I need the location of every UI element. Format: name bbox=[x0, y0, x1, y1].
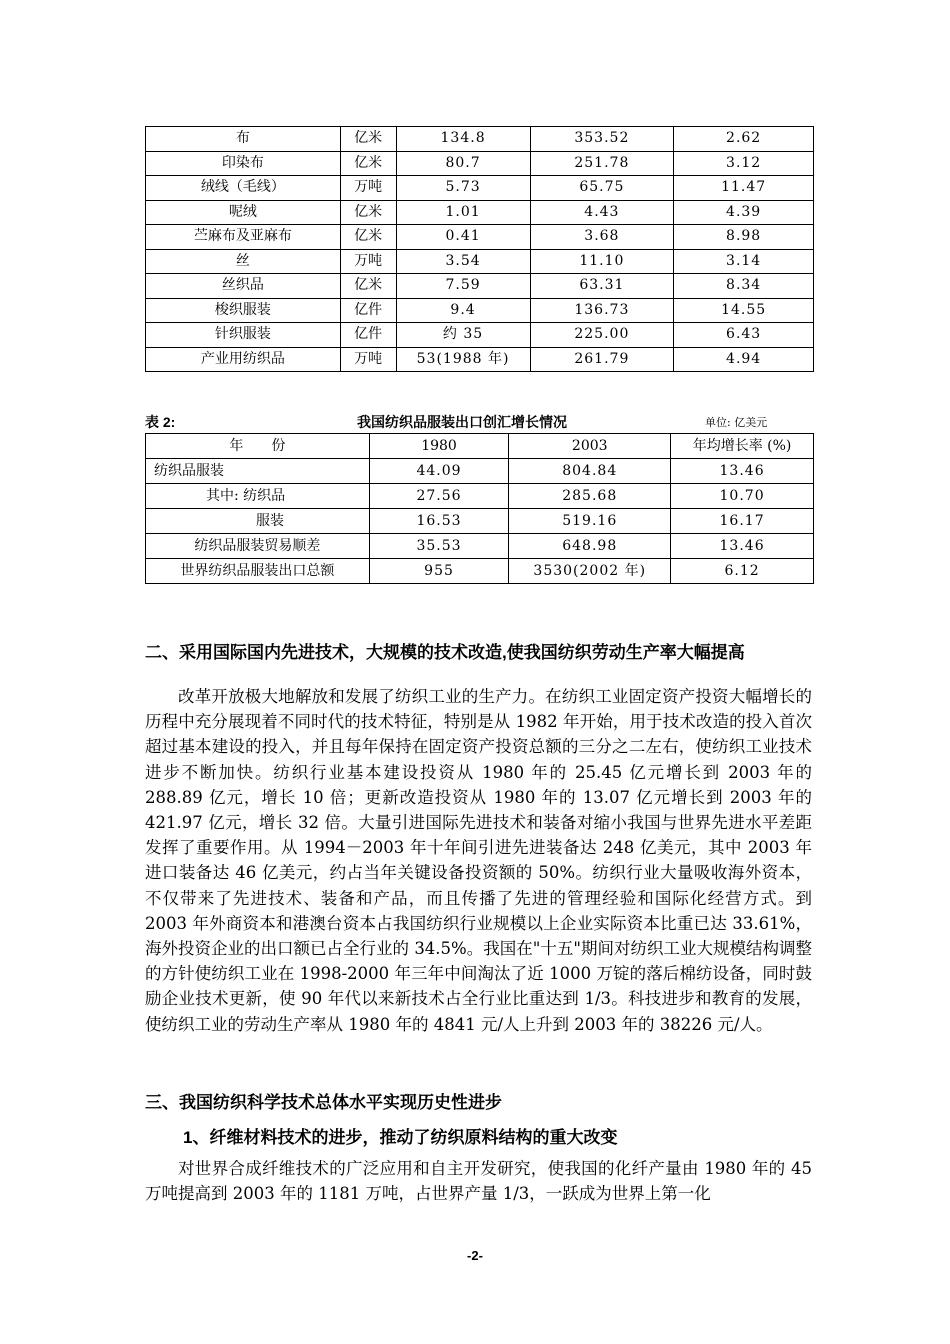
table-cell: 亿件 bbox=[340, 323, 396, 348]
table-cell: 9.4 bbox=[396, 298, 530, 323]
table-cell: 6.12 bbox=[671, 559, 814, 584]
table-cell: 梭织服装 bbox=[146, 298, 341, 323]
table-cell: 绒线（毛线） bbox=[146, 176, 341, 201]
section2-paragraph: 改革开放极大地解放和发展了纺织工业的生产力。在纺织工业固定资产投资大幅增长的历程中充分展现着不同时代的技术特征，特别是从 1982 年开始，用于技术改造的投入首次超过基本建设的投入，并且每年保持在固定资产投资总额的三分之二左右，使纺织工业技术进步不断加快。纺织行业基本建设投资从 1980 年的 25.45 亿元增长到 2003 年的 288.89 亿元，增长 10 倍；更新改造投资从 1980 年的 13.07 亿元增长到 2003 年的 421.97 亿元，增长 32 倍。大量引进国际先进技术和装备对缩小我国与世界先进水平差距发挥了重要作用。从 1994－2003 年十年间引进先进装备达 248 亿美元，其中 2003 年进口装备达 46 亿美元，约占当年关键设备投资额的 50%。纺织行业大量吸收海外资本，不仅带来了先进技术、装备和产品，而且传播了先进的管理经验和国际化经营方式。到 2003 年外商资本和港澳台资本占我国纺织行业规模以上企业实际资本比重已达 33.61%，海外投资企业的出口额已占全行业的 34.5%。我国在"十五"期间对纺织工业大规模结构调整的方针使纺织工业在 1998-2000 年三年中间淘汰了近 1000 万锭的落后棉纺设备，同时鼓励企业技术更新，使 90 年代以来新技术占全行业比重达到 1/3。科技进步和教育的发展，使纺织工业的劳动生产率从 1980 年的 4841 元/人上升到 2003 年的 38226 元/人。 bbox=[145, 687, 812, 1034]
table-cell: 2.62 bbox=[674, 127, 814, 152]
table-cell: 11.47 bbox=[674, 176, 814, 201]
table-cell: 针织服装 bbox=[146, 323, 341, 348]
table-cell: 16.53 bbox=[369, 509, 509, 534]
table-cell: 3.68 bbox=[530, 225, 674, 250]
table-row bbox=[146, 151, 814, 176]
table2-label: 表 2: bbox=[145, 414, 176, 430]
table-cell: 261.79 bbox=[530, 347, 674, 372]
table-cell: 10.70 bbox=[671, 484, 814, 509]
table-row bbox=[146, 176, 814, 201]
table-row bbox=[146, 249, 814, 274]
table-cell: 亿米 bbox=[340, 127, 396, 152]
table-cell: 其中: 纺织品 bbox=[146, 484, 370, 509]
table-cell: 519.16 bbox=[509, 509, 671, 534]
table-cell: 134.8 bbox=[396, 127, 530, 152]
table2-title: 我国纺织品服装出口创汇增长情况 bbox=[357, 414, 567, 430]
table-cell: 纺织品服装 bbox=[146, 459, 370, 484]
table-cell: 13.46 bbox=[671, 534, 814, 559]
table-cell: 万吨 bbox=[340, 347, 396, 372]
table-cell: 1.01 bbox=[396, 200, 530, 225]
table-cell: 亿米 bbox=[340, 200, 396, 225]
table-row bbox=[146, 559, 814, 584]
export-table bbox=[145, 433, 814, 584]
table-cell: 225.00 bbox=[530, 323, 674, 348]
section3-heading: 三、我国纺织科学技术总体水平实现历史性进步 bbox=[145, 1093, 502, 1112]
table-row bbox=[146, 200, 814, 225]
table-row bbox=[146, 534, 814, 559]
table-row bbox=[146, 459, 814, 484]
table-cell: 纺织品服装贸易顺差 bbox=[146, 534, 370, 559]
table-cell: 5.73 bbox=[396, 176, 530, 201]
table-cell: 11.10 bbox=[530, 249, 674, 274]
table-cell: 80.7 bbox=[396, 151, 530, 176]
table-cell: 136.73 bbox=[530, 298, 674, 323]
table-cell: 服装 bbox=[146, 509, 370, 534]
table-cell: 3.14 bbox=[674, 249, 814, 274]
header-cell: 2003 bbox=[509, 434, 671, 459]
table-cell: 4.94 bbox=[674, 347, 814, 372]
table-cell: 万吨 bbox=[340, 176, 396, 201]
table-header-row bbox=[146, 434, 814, 459]
section2-heading: 二、采用国际国内先进技术，大规模的技术改造,使我国纺织劳动生产率大幅提高 bbox=[145, 643, 745, 662]
table-cell: 65.75 bbox=[530, 176, 674, 201]
table-cell: 955 bbox=[369, 559, 509, 584]
table2-caption bbox=[145, 412, 814, 432]
page-number: -2- bbox=[467, 1248, 483, 1263]
table-cell: 251.78 bbox=[530, 151, 674, 176]
table-cell: 亿米 bbox=[340, 151, 396, 176]
table-row bbox=[146, 509, 814, 534]
table-row bbox=[146, 298, 814, 323]
table-cell: 8.34 bbox=[674, 274, 814, 299]
table-cell: 丝 bbox=[146, 249, 341, 274]
table-cell: 13.46 bbox=[671, 459, 814, 484]
table-cell: 亿米 bbox=[340, 225, 396, 250]
table-cell: 44.09 bbox=[369, 459, 509, 484]
table-cell: 804.84 bbox=[509, 459, 671, 484]
table-cell: 35.53 bbox=[369, 534, 509, 559]
table-cell: 353.52 bbox=[530, 127, 674, 152]
table-cell: 亿件 bbox=[340, 298, 396, 323]
table-cell: 648.98 bbox=[509, 534, 671, 559]
table-cell: 0.41 bbox=[396, 225, 530, 250]
table-cell: 27.56 bbox=[369, 484, 509, 509]
production-table bbox=[145, 126, 814, 372]
header-cell: 年 份 bbox=[146, 434, 370, 459]
table-cell: 4.43 bbox=[530, 200, 674, 225]
table-row bbox=[146, 347, 814, 372]
table-cell: 14.55 bbox=[674, 298, 814, 323]
table-cell: 3.12 bbox=[674, 151, 814, 176]
table-cell: 7.59 bbox=[396, 274, 530, 299]
table-cell: 285.68 bbox=[509, 484, 671, 509]
table-cell: 印染布 bbox=[146, 151, 341, 176]
header-cell: 1980 bbox=[369, 434, 509, 459]
table-cell: 产业用纺织品 bbox=[146, 347, 341, 372]
table-cell: 16.17 bbox=[671, 509, 814, 534]
section3-paragraph: 对世界合成纤维技术的广泛应用和自主开发研究，使我国的化纤产量由 1980 年的 45 万吨提高到 2003 年的 1181 万吨，占世界产量 1/3，一跃成为世界上第一化 bbox=[145, 1159, 812, 1204]
table-cell: 3.54 bbox=[396, 249, 530, 274]
table-cell: 约 35 bbox=[396, 323, 530, 348]
table-row bbox=[146, 484, 814, 509]
table-cell: 苎麻布及亚麻布 bbox=[146, 225, 341, 250]
header-cell: 年均增长率 (%) bbox=[671, 434, 814, 459]
table-row bbox=[146, 274, 814, 299]
table-cell: 53(1988 年) bbox=[396, 347, 530, 372]
table-row bbox=[146, 127, 814, 152]
table-cell: 世界纺织品服装出口总额 bbox=[146, 559, 370, 584]
table-row bbox=[146, 225, 814, 250]
table-cell: 亿米 bbox=[340, 274, 396, 299]
table-cell: 63.31 bbox=[530, 274, 674, 299]
section3-subheading: 1、纤维材料技术的进步，推动了纺织原料结构的重大改变 bbox=[183, 1128, 618, 1147]
table-cell: 呢绒 bbox=[146, 200, 341, 225]
table-row bbox=[146, 323, 814, 348]
table-cell: 万吨 bbox=[340, 249, 396, 274]
table-cell: 4.39 bbox=[674, 200, 814, 225]
table-cell: 8.98 bbox=[674, 225, 814, 250]
table2-unit: 单位: 亿美元 bbox=[705, 416, 768, 429]
table-cell: 6.43 bbox=[674, 323, 814, 348]
table-cell: 3530(2002 年) bbox=[509, 559, 671, 584]
table-cell: 布 bbox=[146, 127, 341, 152]
table-cell: 丝织品 bbox=[146, 274, 341, 299]
